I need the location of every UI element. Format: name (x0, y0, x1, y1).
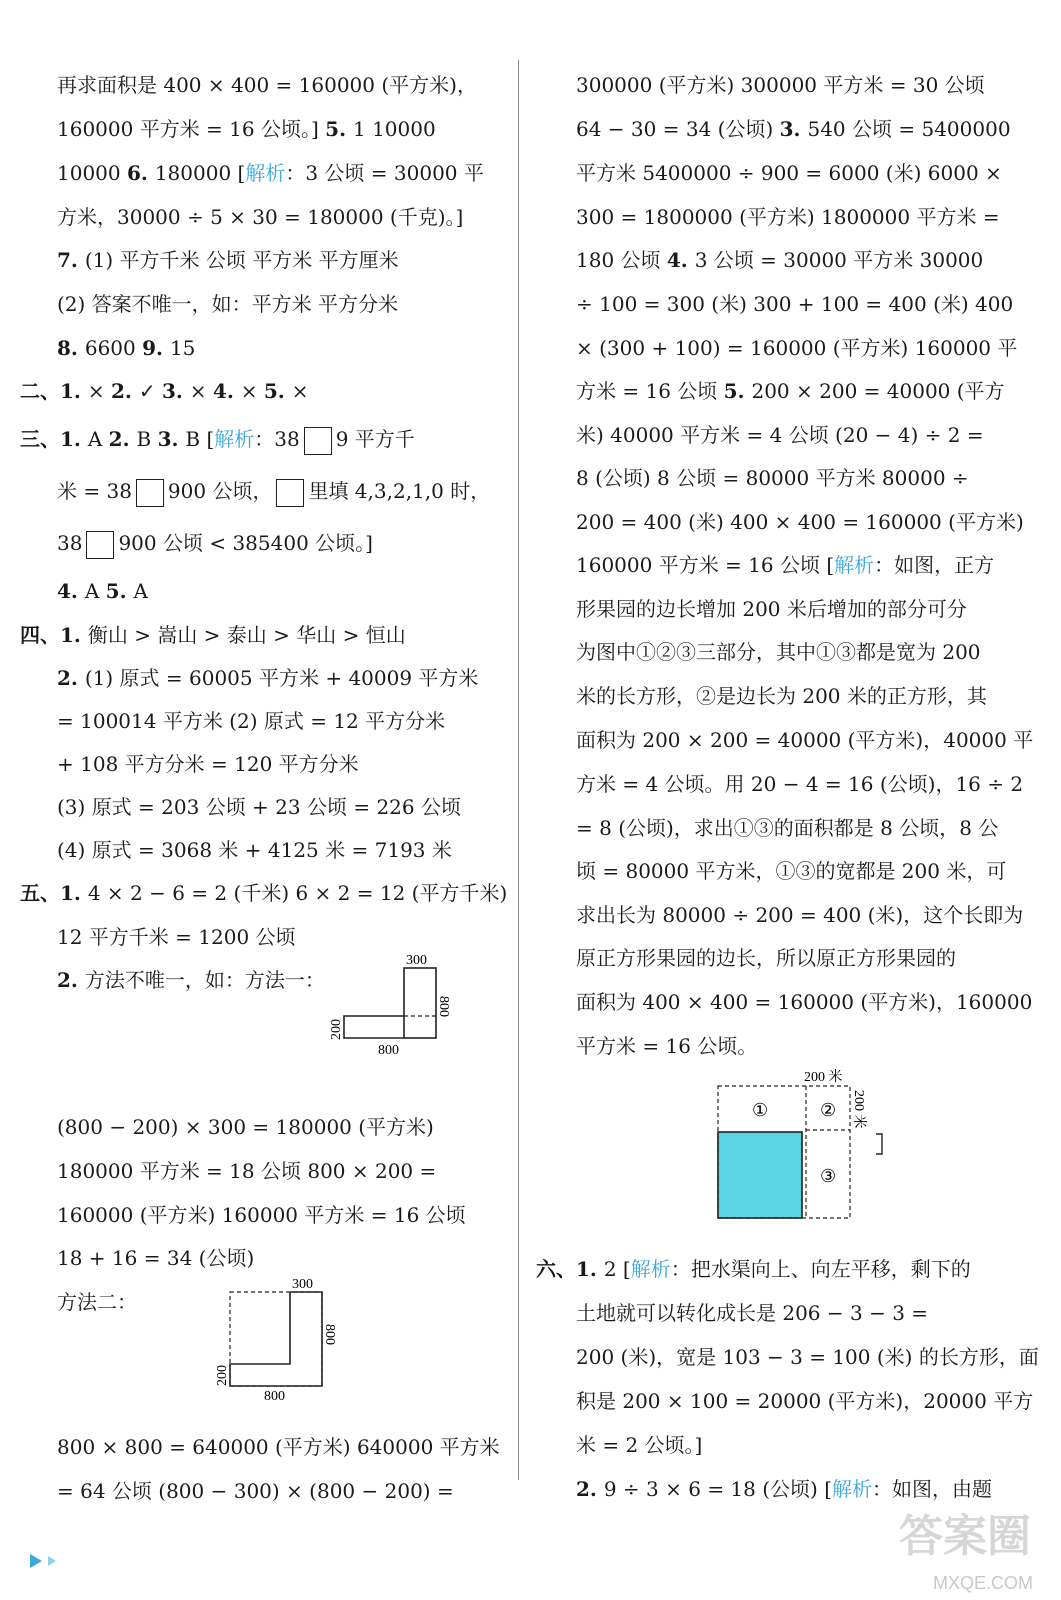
answer-text: 9 平方千 (335, 427, 415, 451)
left-line (57, 706, 445, 736)
question-number: 六、1. (536, 1257, 604, 1281)
answer-text: 8 (公顷) 8 公顷 = 80000 平方米 80000 ÷ (576, 466, 969, 490)
left-line (57, 476, 490, 506)
left-line (57, 202, 463, 232)
left-line (57, 1156, 436, 1186)
answer-text: ÷ 100 = 300 (米) 300 + 100 = 400 (米) 400 (576, 292, 1014, 316)
answer-text: 衡山 > 嵩山 > 泰山 > 华山 > 恒山 (87, 623, 406, 647)
answer-text: × (87, 379, 111, 403)
left-line (57, 1200, 466, 1230)
left-line (57, 1243, 254, 1273)
answer-text: ：把水渠向上、向左平移，剩下的 (670, 1257, 971, 1281)
answer-text: × (300 + 100) = 160000 (平方米) 160000 平 (576, 336, 1018, 360)
fig2-label-left: 200 (215, 1365, 230, 1386)
answer-text: (3) 原式 = 203 公顷 + 23 公顷 = 226 公顷 (57, 795, 461, 819)
fig3-region-2: ② (820, 1100, 837, 1120)
answer-text: 平方米 5400000 ÷ 900 = 6000 (米) 6000 × (576, 161, 1002, 185)
answer-text: 4 × 2 − 6 = 2 (千米) 6 × 2 = 12 (平方千米) (87, 881, 508, 905)
fig3-dim-side: 200 米 (851, 1090, 866, 1129)
answer-text: 300 = 1800000 (平方米) 1800000 平方米 = (576, 205, 1000, 229)
question-number: 三、1. (20, 427, 88, 451)
fig2-label-side: 800 (322, 1324, 337, 1345)
watermark-logo: 答案圈 (899, 1511, 1031, 1562)
fig1-label-top: 300 (406, 953, 427, 968)
answer-text: 积是 200 × 100 = 20000 (平方米)，20000 平方 (576, 1389, 1034, 1413)
fig2-dashed-square (230, 1292, 322, 1386)
answer-text: 900 公顷 < 385400 公顷。] (118, 531, 373, 555)
answer-text: 方法二： (57, 1290, 137, 1314)
left-line (57, 1476, 454, 1506)
left-line (57, 528, 373, 558)
question-number: 3. (157, 427, 186, 451)
answer-text: = 64 公顷 (800 − 300) × (800 − 200) = (57, 1479, 454, 1503)
left-line (57, 835, 452, 865)
answer-text: A (133, 579, 148, 603)
answer-text: 10000 (57, 161, 127, 185)
answer-text: 180 公顷 (576, 248, 667, 272)
fig3-bracket (876, 1134, 882, 1154)
right-line (576, 1298, 928, 1328)
left-line (20, 424, 415, 454)
answer-text: (800 − 200) × 300 = 180000 (平方米) (57, 1115, 434, 1139)
answer-text: 3 公顷 = 30000 平方米 30000 (694, 248, 984, 272)
answer-box (276, 479, 304, 507)
question-number: 4. (212, 379, 241, 403)
right-line (576, 289, 1013, 319)
question-number: 二、1. (20, 379, 88, 403)
page-arrow-icon (30, 1552, 70, 1570)
answer-box (304, 427, 332, 455)
right-line (576, 202, 1000, 232)
answer-text: 15 (169, 336, 196, 360)
right-line (576, 1031, 757, 1061)
answer-text: B (136, 427, 158, 451)
answer-text: 形果园的边长增加 200 米后增加的部分可分 (576, 597, 967, 621)
answer-text: 160000 平方米 = 16 公顷 [ (576, 553, 835, 577)
right-line (576, 245, 983, 275)
left-line (57, 1432, 500, 1462)
question-number: 2. (110, 379, 139, 403)
right-line (576, 1342, 1039, 1372)
answer-text: 540 公顷 = 5400000 (807, 117, 1011, 141)
question-number: 四、1. (20, 623, 88, 647)
right-line (576, 681, 987, 711)
right-line (576, 813, 998, 843)
answer-text: 原正方形果园的边长，所以原正方形果园的 (576, 946, 956, 970)
fig3-orchard-square (718, 1132, 802, 1218)
answer-text: 64 − 30 = 34 (公顷) (576, 117, 780, 141)
question-number: 5. (325, 117, 353, 141)
answer-text: 为图中①②③三部分，其中①③都是宽为 200 (576, 640, 981, 664)
fig2-l-shape (230, 1292, 322, 1386)
answer-box (136, 479, 164, 507)
fig1-label-bottom: 800 (378, 1043, 399, 1058)
question-number: 9. (142, 336, 170, 360)
answer-text: × (291, 379, 309, 403)
answer-text: 180000 平方米 = 18 公顷 800 × 200 = (57, 1159, 437, 1183)
right-line (576, 856, 1006, 886)
answer-box (86, 531, 114, 559)
answer-text: 方米 = 4 公顷。用 20 − 4 = 16 (公顷)，16 ÷ 2 (576, 772, 1024, 796)
left-line (20, 620, 406, 650)
answer-text: 土地就可以转化成长是 206 − 3 − 3 = (576, 1301, 929, 1325)
fig1-horizontal-bar (344, 1016, 404, 1038)
answer-text: 900 公顷， (167, 479, 273, 503)
question-number: 五、1. (20, 881, 88, 905)
question-number: 4. (666, 248, 695, 272)
answer-text: 2 [ (603, 1257, 631, 1281)
answer-text: (1) 原式 = 60005 平方米 + 40009 平方米 (84, 666, 479, 690)
right-line (576, 900, 1023, 930)
answer-text: (4) 原式 = 3068 米 + 4125 米 = 7193 米 (57, 838, 452, 862)
right-line (576, 1430, 702, 1460)
answer-text: 160000 平方米 = 16 公顷。] (57, 117, 326, 141)
question-number: 2. (57, 666, 85, 690)
fig3-region-1: ① (752, 1100, 769, 1120)
answer-text: 200 × 200 = 40000 (平方 (751, 379, 1005, 403)
right-line (576, 507, 1024, 537)
answer-text: ：如图，由题 (872, 1477, 993, 1501)
answer-text: A (87, 427, 109, 451)
answer-text: 米 = 2 公顷。] (576, 1433, 703, 1457)
answer-text: (1) 平方千米 公顷 平方米 平方厘米 (84, 248, 399, 272)
right-line (576, 550, 994, 580)
left-line (57, 70, 477, 100)
answer-text: 38 (57, 531, 83, 555)
left-line (57, 663, 478, 693)
answer-text: ：如图，正方 (874, 553, 995, 577)
answer-text: × (189, 379, 213, 403)
right-line (576, 1386, 1033, 1416)
left-line (57, 792, 461, 822)
answer-text: + 108 平方分米 = 120 平方分米 (57, 752, 359, 776)
question-number: 2. (576, 1477, 604, 1501)
column-divider (518, 60, 519, 1480)
answer-text: 1 10000 (353, 117, 436, 141)
left-line (57, 576, 148, 606)
fig1-vertical-bar (404, 968, 436, 1038)
right-line (576, 463, 969, 493)
answer-text: = 8 (公顷)，求出①③的面积都是 8 公顷，8 公 (576, 816, 999, 840)
question-number: 7. (57, 248, 85, 272)
right-line (576, 114, 1011, 144)
question-number: 3. (779, 117, 808, 141)
left-line (57, 114, 436, 144)
answer-text: 800 × 800 = 640000 (平方米) 640000 平方米 (57, 1435, 500, 1459)
fig1-label-side: 800 (436, 996, 451, 1017)
analysis-tag: 解析 (214, 427, 255, 451)
right-line (576, 158, 1002, 188)
fig2-label-bottom: 800 (264, 1389, 285, 1404)
answer-text: ：3 公顷 = 30000 平 (285, 161, 484, 185)
question-number: 5. (263, 379, 292, 403)
answer-text: 方法不唯一，如：方法一： (84, 968, 325, 992)
answer-text: 求出长为 80000 ÷ 200 = 400 (米)，这个长即为 (576, 903, 1024, 927)
analysis-tag: 解析 (832, 1477, 873, 1501)
question-number: 5. (723, 379, 752, 403)
fig1-label-left: 200 (329, 1019, 344, 1040)
right-line (576, 70, 985, 100)
question-number: 8. (57, 336, 85, 360)
right-line (576, 769, 1023, 799)
answer-text: 300000 (平方米) 300000 平方米 = 30 公顷 (576, 73, 985, 97)
left-line (57, 333, 195, 363)
answer-text: 方米 = 16 公顷 (576, 379, 724, 403)
answer-text: 平方米 = 16 公顷。 (576, 1034, 758, 1058)
left-line (20, 376, 308, 406)
answer-text: 200 (米)，宽是 103 − 3 = 100 (米) 的长方形，面 (576, 1345, 1039, 1369)
left-line (57, 965, 325, 995)
answer-text: 6600 (84, 336, 143, 360)
question-number: 2. (57, 968, 85, 992)
fig3-region-3: ③ (820, 1166, 837, 1186)
right-line (576, 637, 981, 667)
left-line (57, 289, 398, 319)
figure-orchard (710, 1064, 900, 1224)
answer-text: 面积为 200 × 200 = 40000 (平方米)，40000 平 (576, 728, 1034, 752)
answer-text: 米 = 38 (57, 479, 132, 503)
answer-text: 米) 40000 平方米 = 4 公顷 (20 − 4) ÷ 2 = (576, 423, 984, 447)
left-line (57, 245, 399, 275)
answer-text: 面积为 400 × 400 = 160000 (平方米)，160000 (576, 990, 1033, 1014)
answer-text: B [ (185, 427, 215, 451)
left-line (57, 158, 484, 188)
left-line (57, 749, 359, 779)
question-number: 2. (108, 427, 137, 451)
right-line (576, 420, 984, 450)
answer-text: 里填 4,3,2,1,0 时， (308, 479, 491, 503)
answer-text: ✓ (138, 379, 162, 403)
right-line (576, 594, 967, 624)
answer-text: 18 + 16 = 34 (公顷) (57, 1246, 255, 1270)
fig2-label-top: 300 (292, 1277, 313, 1292)
right-line (576, 725, 1033, 755)
right-line (576, 987, 1032, 1017)
answer-text: 方米，30000 ÷ 5 × 30 = 180000 (千克)。] (57, 205, 464, 229)
figure-method-one (320, 950, 470, 1085)
right-line (576, 376, 1005, 406)
right-line (536, 1254, 971, 1284)
answer-text: 9 ÷ 3 × 6 = 18 (公顷) [ (603, 1477, 833, 1501)
analysis-tag: 解析 (834, 553, 875, 577)
question-number: 6. (126, 161, 155, 185)
answer-text: ：38 (254, 427, 300, 451)
left-line (57, 1112, 434, 1142)
right-line (576, 333, 1017, 363)
answer-text: 再求面积是 400 × 400 = 160000 (平方米)， (57, 73, 477, 97)
left-line (57, 922, 296, 952)
answer-text: 180000 [ (154, 161, 246, 185)
answer-text: 顷 = 80000 平方米，①③的宽都是 200 米，可 (576, 859, 1007, 883)
answer-text: A (84, 579, 106, 603)
watermark: MXQE.COM (932, 1573, 1033, 1593)
answer-text: 200 = 400 (米) 400 × 400 = 160000 (平方米) (576, 510, 1024, 534)
analysis-tag: 解析 (245, 161, 286, 185)
fig3-dim-top: 200 米 (804, 1070, 843, 1085)
left-line (57, 1287, 137, 1317)
right-line (576, 943, 956, 973)
question-number: 3. (161, 379, 190, 403)
left-line (20, 878, 507, 908)
answer-text: 160000 (平方米) 160000 平方米 = 16 公顷 (57, 1203, 466, 1227)
answer-text: 米的长方形，②是边长为 200 米的正方形，其 (576, 684, 987, 708)
figure-method-two (210, 1272, 360, 1404)
answer-text: (2) 答案不唯一，如：平方米 平方分米 (57, 292, 399, 316)
answer-text: × (240, 379, 264, 403)
answer-text: = 100014 平方米 (2) 原式 = 12 平方分米 (57, 709, 446, 733)
question-number: 4. (57, 579, 85, 603)
answer-text: 12 平方千米 = 1200 公顷 (57, 925, 296, 949)
analysis-tag: 解析 (630, 1257, 671, 1281)
question-number: 5. (105, 579, 134, 603)
